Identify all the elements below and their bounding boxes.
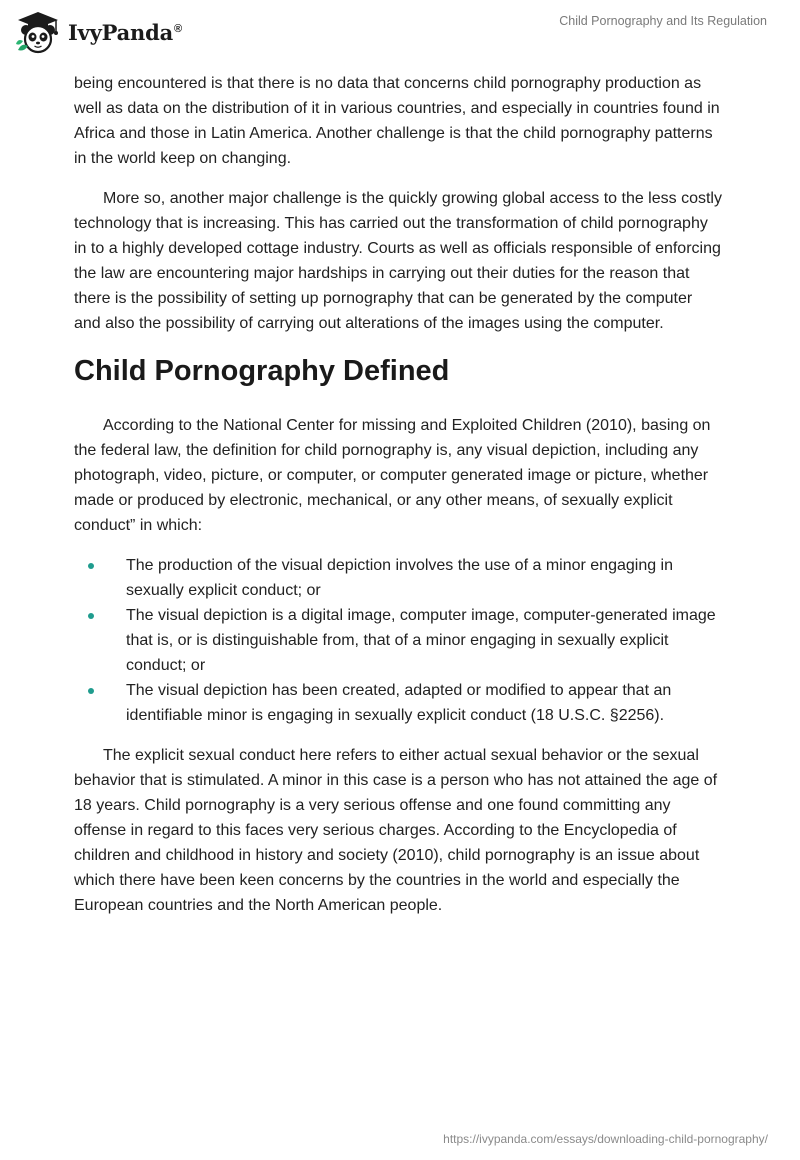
running-title: Child Pornography and Its Regulation (559, 14, 767, 28)
list-item-text: The visual depiction is a digital image, computer image, computer-generated image that is, or is distinguishable from, that of a minor engaging in sexually explicit conduct; or (126, 607, 716, 674)
section-heading: Child Pornography Defined (74, 355, 450, 387)
list-item (74, 678, 722, 728)
bullet-icon (88, 563, 94, 569)
paragraph: being encountered is that there is no data that concerns child pornography production as well as data on the distribution of it in various countries, and especially in countries found in Africa and those in Latin America. Another challenge is that the child pornography patterns in the world keep on changing. (74, 75, 720, 167)
brand-logo[interactable] (14, 10, 182, 54)
list-item (74, 553, 722, 603)
paragraph: According to the National Center for missing and Exploited Children (2010), basing on the federal law, the definition for child pornography is, any visual depiction, including any photograph, video, picture, or computer, or computer generated image or picture, whether made or produced by electronic, mechanical, or any other means, of sexually explicit conduct” in which: (74, 417, 711, 534)
list-item (74, 603, 722, 678)
paragraph: The explicit sexual conduct here refers to either actual sexual behavior or the sexual behavior that is stimulated. A minor in this case is a person who has not attained the age of 18 years. Child pornography is a very serious offense and one found committing any offense in regard to this faces very serious charges. According to the Encyclopedia of children and childhood in history and society (2010), child pornography is an issue about which there have been keen concerns by the countries in the world and especially the European countries and the North American people. (74, 747, 718, 914)
bullet-icon (88, 613, 94, 619)
registered-mark: ® (174, 22, 182, 35)
definition-list (74, 553, 722, 728)
brand-name: IvyPanda® (68, 19, 182, 45)
panda-graduate-icon (14, 10, 62, 54)
page-header (0, 0, 800, 68)
source-url[interactable]: https://ivypanda.com/essays/downloading-child-pornography/ (443, 1132, 768, 1146)
bullet-icon (88, 688, 94, 694)
list-item-text: The visual depiction has been created, adapted or modified to appear that an identifiable minor is engaging in sexually explicit conduct (18 U.S.C. §2256). (126, 682, 672, 724)
essay-body (74, 71, 722, 933)
paragraph: More so, another major challenge is the quickly growing global access to the less costly technology that is increasing. This has carried out the transformation of child pornography in to a highly developed cottage industry. Courts as well as officials responsible of enforcing the law are encountering major hardships in carrying out their duties for the reason that there is the possibility of setting up pornography that can be generated by the computer and also the possibility of carrying out alterations of the images using the computer. (74, 190, 722, 332)
list-item-text: The production of the visual depiction involves the use of a minor engaging in sexually explicit conduct; or (126, 557, 674, 599)
